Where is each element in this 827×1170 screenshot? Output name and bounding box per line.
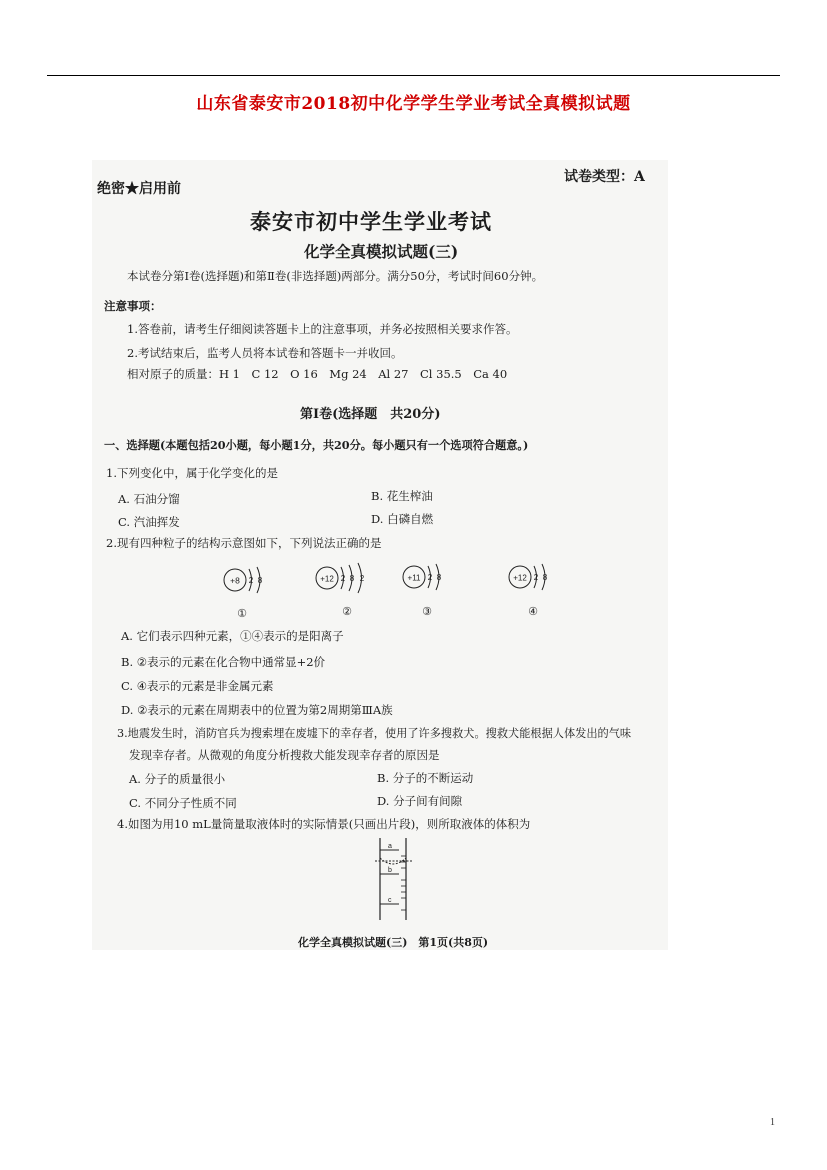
note-2: 2.考试结束后，监考人员将本试卷和答题卡一并收回。 bbox=[127, 346, 403, 360]
part1-heading: 第Ⅰ卷(选择题 共20分) bbox=[300, 407, 441, 422]
particle-1-shell-1: 2 bbox=[248, 576, 254, 585]
q1-stem: 1.下列变化中，属于化学变化的是 bbox=[106, 466, 278, 480]
q1-option-b: B. 花生榨油 bbox=[371, 489, 433, 503]
q3-option-b: B. 分子的不断运动 bbox=[377, 771, 474, 785]
q1-option-a: A. 石油分馏 bbox=[118, 492, 180, 506]
particle-3-shell-2: 8 bbox=[436, 573, 442, 582]
particle-diagrams bbox=[200, 558, 580, 628]
particle-3-diagram bbox=[403, 564, 442, 618]
q3-stem-line-2: 发现幸存者。从微观的角度分析搜救犬能发现幸存者的原因是 bbox=[129, 748, 440, 762]
confidential-mark: 绝密★启用前 bbox=[97, 181, 181, 197]
document-title: 山东省泰安市2018初中化学学生学业考试全真模拟试题 bbox=[196, 94, 631, 114]
graduated-cylinder bbox=[372, 836, 418, 922]
notes-heading: 注意事项： bbox=[104, 299, 162, 313]
note-1: 1.答卷前，请考生仔细阅读答题卡上的注意事项，并务必按照相关要求作答。 bbox=[127, 322, 518, 336]
particle-2-shell-3: 2 bbox=[359, 574, 365, 583]
particle-4-shell-2: 8 bbox=[542, 573, 548, 582]
q2-option-c: C. ④表示的元素是非金属元素 bbox=[121, 679, 274, 693]
scan-page-footer: 化学全真模拟试题(三) 第1页(共8页) bbox=[298, 936, 489, 949]
exam-title: 泰安市初中学生学业考试 bbox=[250, 209, 492, 234]
particle-2-shell-1: 2 bbox=[340, 574, 346, 583]
q2-option-d: D. ②表示的元素在周期表中的位置为第2周期第ⅢA族 bbox=[121, 703, 393, 717]
particle-2-shell-2: 8 bbox=[349, 574, 355, 583]
particle-4-label: ④ bbox=[528, 606, 538, 618]
q2-stem: 2.现有四种粒子的结构示意图如下，下列说法正确的是 bbox=[106, 536, 382, 550]
paper-type: 试卷类型：A bbox=[564, 169, 645, 185]
cylinder-label-c: c bbox=[388, 897, 392, 904]
header-rule bbox=[47, 75, 780, 76]
particle-3-shell-1: 2 bbox=[427, 573, 433, 582]
particle-1-label: ① bbox=[237, 608, 247, 620]
particle-4-shell-1: 2 bbox=[533, 573, 539, 582]
q2-option-a: A. 它们表示四种元素，①④表示的是阳离子 bbox=[121, 629, 344, 643]
particle-3-label: ③ bbox=[422, 606, 432, 618]
particle-4-diagram bbox=[509, 564, 548, 618]
cylinder-label-b: b bbox=[388, 867, 392, 874]
particle-2-label: ② bbox=[342, 606, 352, 618]
particle-1-shell-2: 8 bbox=[257, 576, 263, 585]
particle-2-nucleus: +12 bbox=[320, 574, 334, 584]
particle-1-diagram bbox=[224, 567, 263, 620]
section1-heading: 一、选择题(本题包括20小题，每小题1分，共20分。每小题只有一个选项符合题意。) bbox=[104, 438, 529, 452]
atomic-masses: 相对原子的质量：H 1 C 12 O 16 Mg 24 Al 27 Cl 35.5 Ca 40 bbox=[127, 367, 508, 381]
q4-stem: 4.如图为用10 mL量筒量取液体时的实际情景(只画出片段)，则所取液体的体积为 bbox=[117, 817, 531, 831]
particle-3-nucleus: +11 bbox=[407, 573, 421, 583]
particle-1-nucleus: +8 bbox=[230, 575, 240, 586]
q1-option-c: C. 汽油挥发 bbox=[118, 515, 180, 529]
page-number: 1 bbox=[770, 1117, 775, 1128]
q3-option-a: A. 分子的质量很小 bbox=[129, 772, 226, 786]
q1-option-d: D. 白磷自燃 bbox=[371, 512, 434, 526]
exam-subtitle: 化学全真模拟试题(三) bbox=[304, 242, 459, 261]
q3-stem-line-1: 3.地震发生时，消防官兵为搜索埋在废墟下的幸存者，使用了许多搜救犬。搜救犬能根据人体发出的气味 bbox=[117, 727, 632, 740]
particle-2-diagram bbox=[316, 563, 365, 618]
q3-option-c: C. 不同分子性质不同 bbox=[129, 796, 237, 810]
q2-option-b: B. ②表示的元素在化合物中通常显+2价 bbox=[121, 655, 326, 669]
intro-text: 本试卷分第Ⅰ卷(选择题)和第Ⅱ卷(非选择题)两部分。满分50分，考试时间60分钟。 bbox=[127, 269, 544, 283]
cylinder-label-a: a bbox=[388, 843, 392, 850]
particle-4-nucleus: +12 bbox=[513, 573, 527, 583]
q3-option-d: D. 分子间有间隙 bbox=[377, 794, 463, 808]
